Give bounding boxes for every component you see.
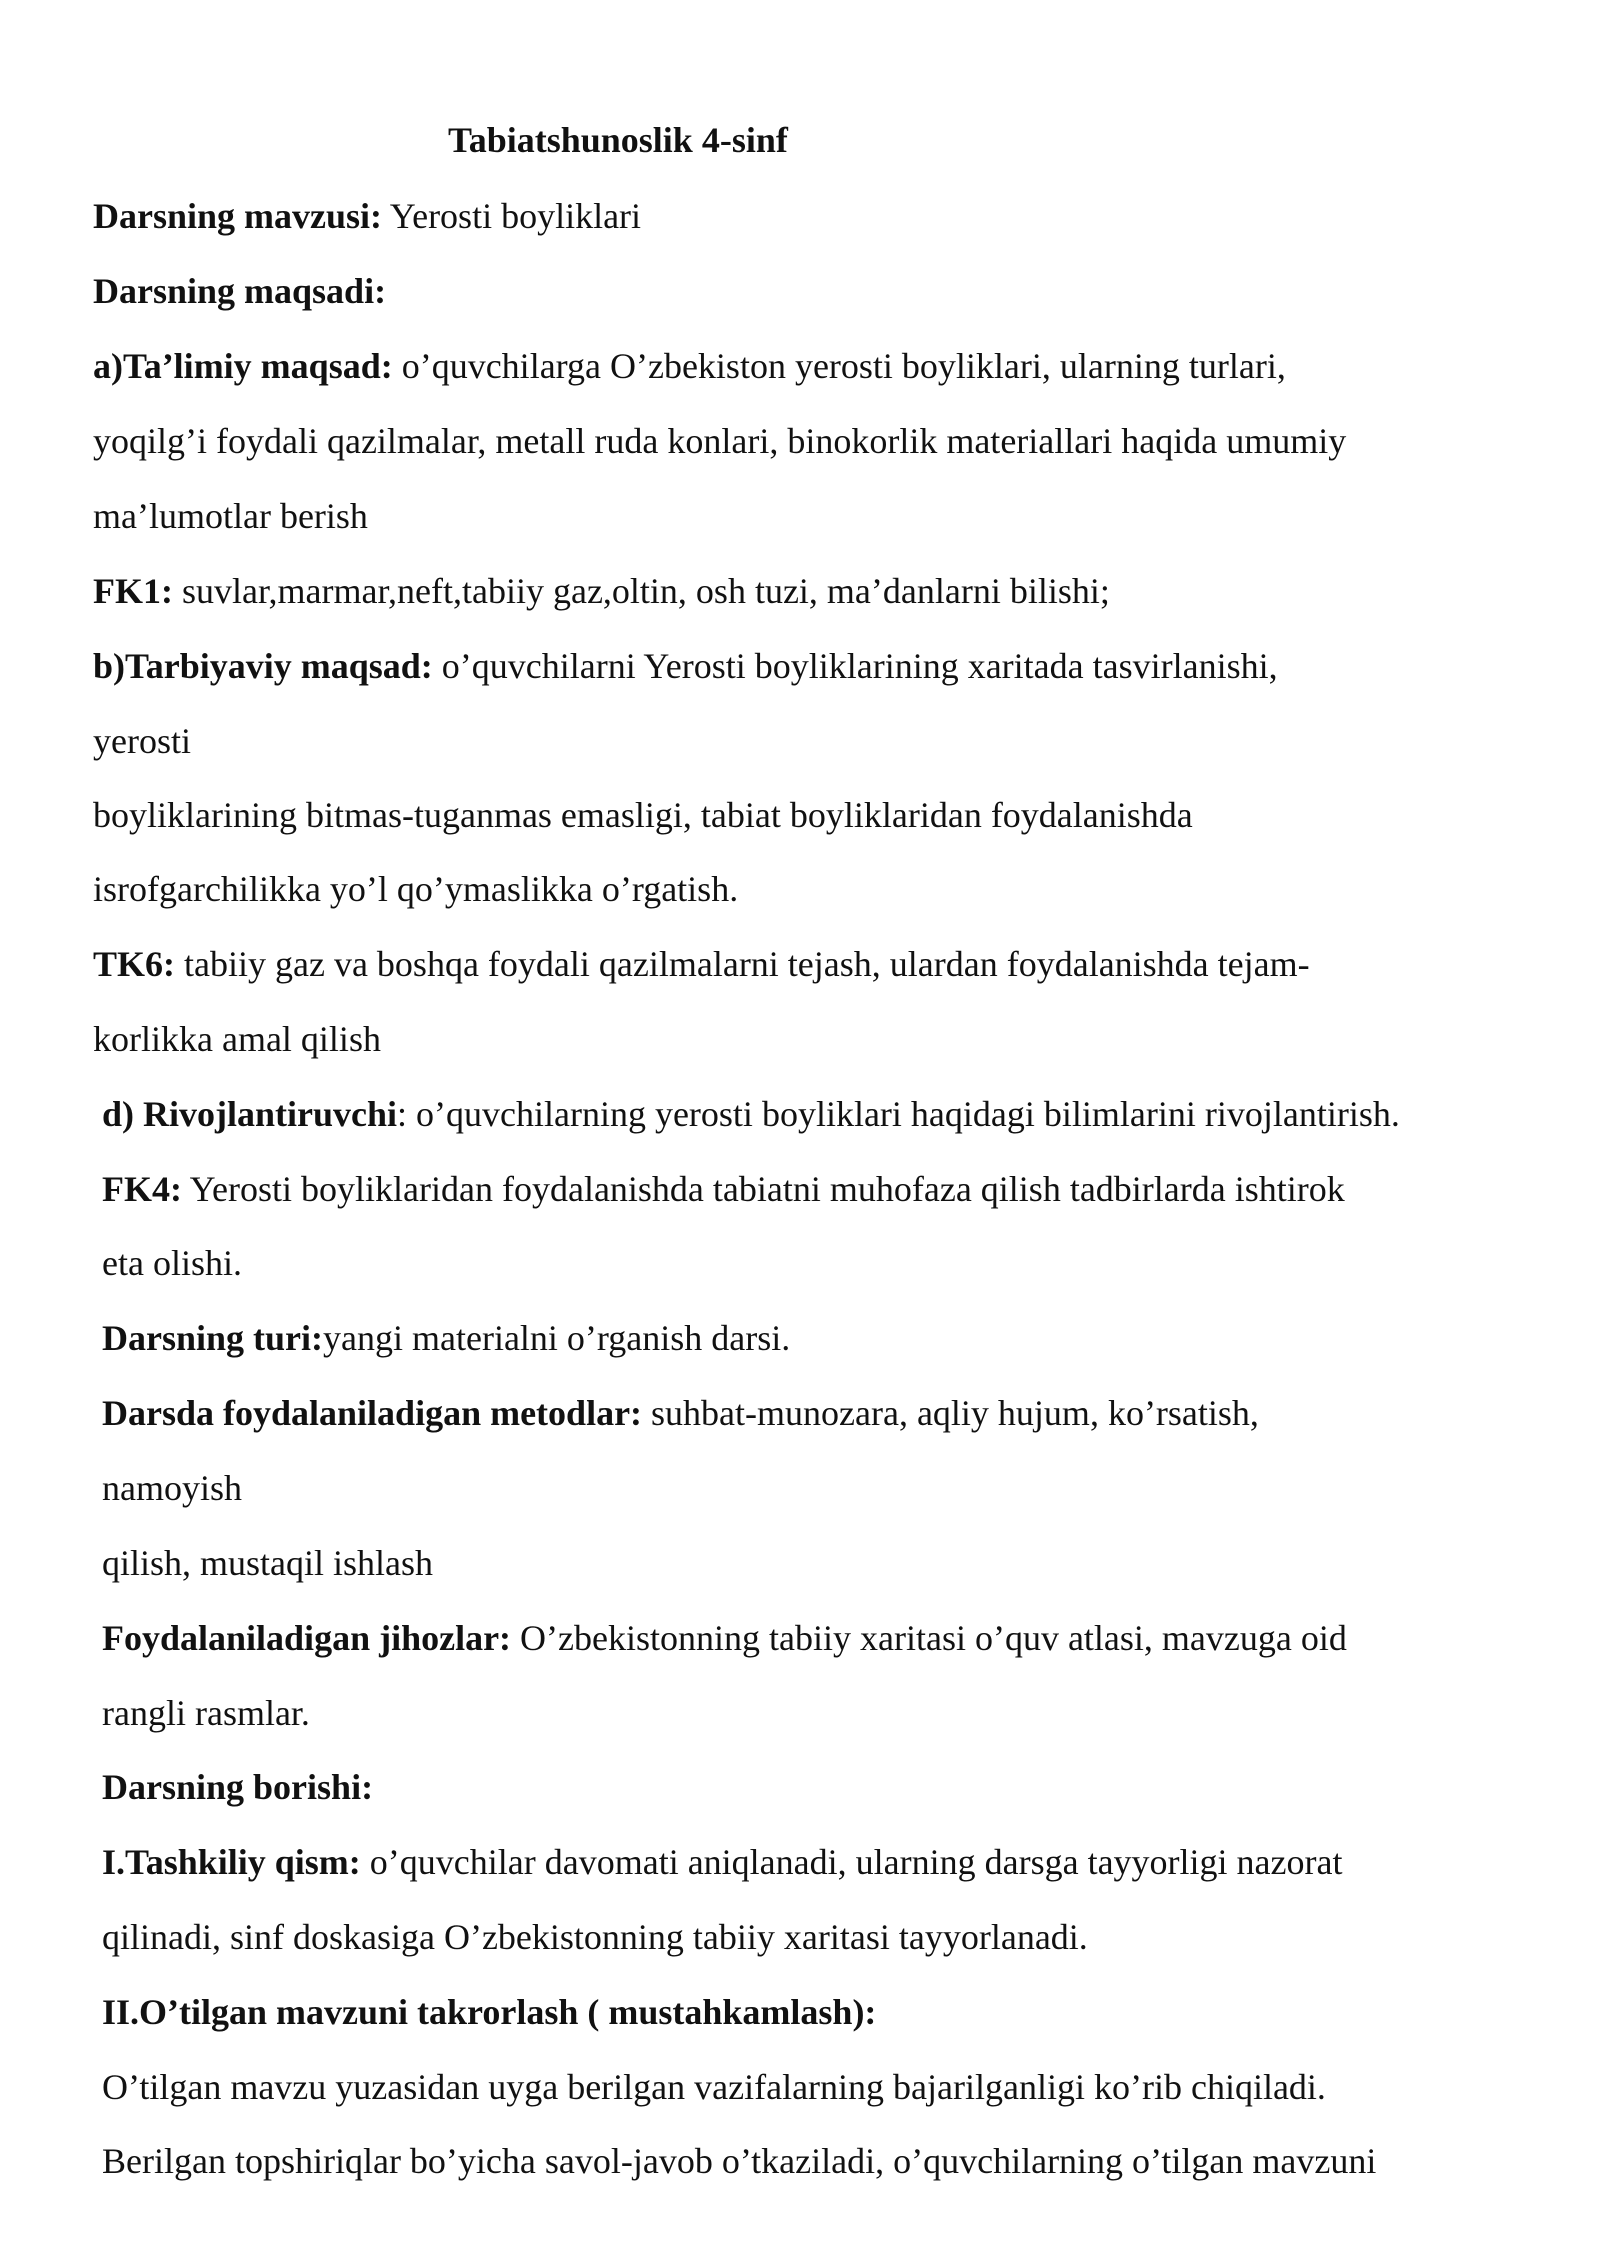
line-label: Darsning borishi: (102, 1767, 374, 1807)
line-label: TK6: (93, 944, 176, 984)
line-text: suhbat-munozara, aqliy hujum, ko’rsatish, (642, 1393, 1259, 1433)
line-text: o’quvchilarga O’zbekiston yerosti boyliklari, ularning turlari, (392, 346, 1286, 386)
line-label: a)Ta’limiy maqsad: (93, 346, 393, 386)
methods-line (102, 1391, 1259, 1435)
line-text: rangli rasmlar. (102, 1693, 310, 1733)
text-line (102, 1541, 433, 1585)
line-text: qilinadi, sinf doskasiga O’zbekistonning tabiiy xaritasi tayyorlanadi. (102, 1917, 1088, 1957)
line-label: FK1: (93, 571, 173, 611)
line-label: Darsning maqsadi: (93, 271, 387, 311)
text-line (102, 2065, 1326, 2109)
line-text: o’quvchilar davomati aniqlanadi, ularning darsga tayyorligi nazorat (360, 1842, 1343, 1882)
text-line (102, 1915, 1088, 1959)
text-line (102, 2139, 1376, 2183)
line-text: Yerosti boyliklari (382, 196, 642, 236)
text-line (102, 1691, 310, 1735)
line-label: Darsning mavzusi: (93, 196, 383, 236)
organizational-part-line (102, 1840, 1342, 1884)
upbringing-goal-line (93, 644, 1278, 688)
text-line (93, 793, 1193, 837)
line-text: eta olishi. (102, 1243, 242, 1283)
line-text: isrofgarchilikka yo’l qo’ymaslikka o’rgatish. (93, 869, 739, 909)
text-line (102, 1466, 242, 1510)
line-text: Yerosti boyliklaridan foydalanishda tabiatni muhofaza qilish tadbirlarda ishtirok (181, 1169, 1345, 1209)
line-text: O’zbekistonning tabiiy xaritasi o’quv atlasi, mavzuga oid (511, 1618, 1347, 1658)
developmental-goal-line (102, 1092, 1400, 1136)
lesson-goal-heading (93, 269, 386, 313)
line-text: O’tilgan mavzu yuzasidan uyga berilgan vazifalarning bajarilganligi ko’rib chiqiladi. (102, 2067, 1326, 2107)
fk1-line (93, 569, 1110, 613)
line-text: suvlar,marmar,neft,tabiiy gaz,oltin, osh tuzi, ma’danlarni bilishi; (172, 571, 1110, 611)
fk4-line (102, 1167, 1345, 1211)
lesson-topic-line (93, 194, 641, 238)
line-text: yoqilg’i foydali qazilmalar, metall ruda konlari, binokorlik materiallari haqida umumiy (93, 421, 1347, 461)
lesson-type-line (102, 1316, 790, 1360)
equipment-line (102, 1616, 1347, 1660)
text-line (93, 867, 738, 911)
line-label: Darsning turi: (102, 1318, 324, 1358)
text-line (102, 1241, 242, 1285)
line-text: Berilgan topshiriqlar bo’yicha savol-javob o’tkaziladi, o’quvchilarning o’tilgan mavzuni (102, 2141, 1377, 2181)
line-label: I.Tashkiliy qism: (102, 1842, 361, 1882)
line-text: yerosti (93, 721, 191, 761)
line-text: namoyish (102, 1468, 242, 1508)
review-heading (102, 1990, 876, 2034)
line-text: boyliklarining bitmas-tuganmas emasligi, tabiat boyliklaridan foydalanishda (93, 795, 1193, 835)
text-line (93, 1017, 381, 1061)
line-text: : o’quvchilarning yerosti boyliklari haqidagi bilimlarini rivojlantirish. (397, 1094, 1400, 1134)
line-text: yangi materialni o’rganish darsi. (323, 1318, 791, 1358)
text-line (93, 419, 1346, 463)
lesson-process-heading (102, 1765, 373, 1809)
line-text: ma’lumotlar berish (93, 496, 368, 536)
line-label: Foydalaniladigan jihozlar: (102, 1618, 512, 1658)
line-text: o’quvchilarni Yerosti boyliklarining xaritada tasvirlanishi, (432, 646, 1278, 686)
line-text: tabiiy gaz va boshqa foydali qazilmalarni tejash, ulardan foydalanishda tejam- (175, 944, 1310, 984)
document-title: Tabiatshunoslik 4-sinf (448, 120, 788, 160)
line-label: FK4: (102, 1169, 182, 1209)
line-text: korlikka amal qilish (93, 1019, 381, 1059)
line-text: qilish, mustaqil ishlash (102, 1543, 434, 1583)
text-line (93, 494, 368, 538)
tk6-line (93, 942, 1310, 986)
line-label: b)Tarbiyaviy maqsad: (93, 646, 433, 686)
line-label: Darsda foydalaniladigan metodlar: (102, 1393, 643, 1433)
line-label: II.O’tilgan mavzuni takrorlash ( mustahkamlash): (102, 1992, 877, 2032)
educational-goal-line (93, 344, 1286, 388)
line-label: d) Rivojlantiruvchi (102, 1094, 398, 1134)
text-line (93, 719, 191, 763)
